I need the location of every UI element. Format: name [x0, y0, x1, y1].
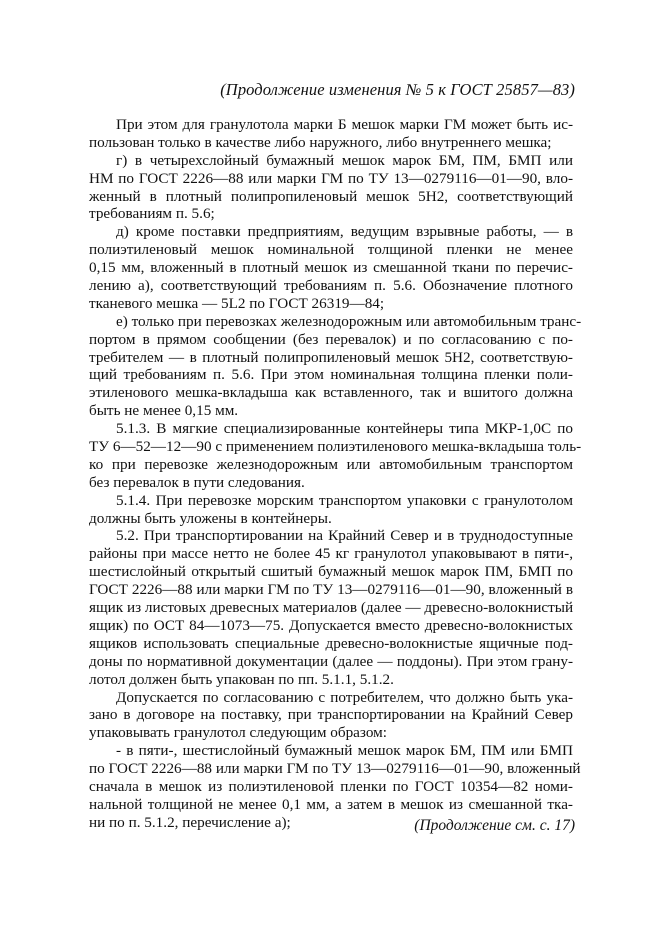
text-line: нальной толщиной не менее 0,1 мм, а затем в мешок из смешанной тка- — [89, 795, 573, 813]
text-line: 5.1.3. В мягкие специализированные контейнеры типа МКР-1,0С по — [116, 420, 573, 438]
text-line: ТУ 6—52—12—90 с применением полиэтиленового мешка-вкладыша толь- — [89, 438, 582, 456]
text-line: районы при массе нетто не более 45 кг гранулотол упаковывают в пяти-, — [89, 545, 573, 563]
text-line: шестислойный открытый сшитый бумажный мешок марок ПМ, БМП по — [89, 563, 573, 581]
text-line: женный в плотный полипропиленовый мешок 5Н2, соответствующий — [89, 187, 573, 205]
text-line: без перевалок в пути следования. — [89, 473, 305, 491]
text-line: зано в договоре на поставку, при транспортировании на Крайний Север — [89, 706, 573, 724]
text-line: д) кроме поставки предприятиям, ведущим взрывные работы, — в — [116, 223, 573, 241]
text-line: требителем — в плотный полипропиленовый мешок 5Н2, соответствую- — [89, 348, 573, 366]
text-line: - в пяти-, шестислойный бумажный мешок марок БМ, ПМ или БМП — [116, 742, 573, 760]
text-line: полиэтиленовый мешок номинальной толщиной пленки не менее — [89, 241, 573, 259]
text-line: тканевого мешка — 5L2 по ГОСТ 26319—84; — [89, 294, 385, 312]
text-line: упаковывать гранулотол следующим образом: — [89, 724, 387, 742]
text-line: ко при перевозке железнодорожным или автомобильным транспортом — [89, 455, 573, 473]
text-line: ящиков использовать специальные древесно-волокнистые ящичные под- — [89, 634, 573, 652]
text-line: г) в четырехслойный бумажный мешок марок БМ, ПМ, БМП или — [116, 151, 573, 169]
text-line: лению а), соответствующий требованиям п. 5.6. Обозначение плотного — [89, 277, 573, 295]
text-line: Допускается по согласованию с потребителем, что должно быть ука- — [116, 688, 573, 706]
text-line: должны быть уложены в контейнеры. — [89, 509, 332, 527]
text-line: е) только при перевозках железнодорожным или автомобильным транс- — [116, 312, 582, 330]
text-line: 5.2. При транспортировании на Крайний Север и в труднодоступные — [116, 527, 573, 545]
text-line: ни по п. 5.1.2, перечисление а); — [89, 813, 291, 831]
text-line: ГОСТ 2226—88 или марки ГМ по ТУ 13—0279116—01—90, вложенный в — [89, 581, 573, 599]
text-line: щий требованиям п. 5.6. При этом номинальная толщина пленки поли- — [89, 366, 573, 384]
text-line: доны по нормативной документации (далее — поддоны). При этом грану- — [89, 652, 573, 670]
text-line: требованиям п. 5.6; — [89, 205, 215, 223]
text-line: портом в прямом сообщении (без перевалок) и по согласованию с по- — [89, 330, 573, 348]
text-line: НМ по ГОСТ 2226—88 или марки ГМ по ТУ 13—0279116—01—90, вло- — [89, 169, 573, 187]
text-line: пользован только в качестве либо наружного, либо внутреннего мешка; — [89, 133, 552, 151]
continuation-footer: (Продолжение см. с. 17) — [414, 817, 575, 834]
text-line: лотол должен быть упакован по пп. 5.1.1, 5.1.2. — [89, 670, 394, 688]
text-line: 5.1.4. При перевозке морским транспортом упаковки с гранулотолом — [116, 491, 573, 509]
text-line: 0,15 мм, вложенный в плотный мешок из смешанной ткани по перечис- — [89, 259, 573, 277]
text-line: ящик) по ОСТ 84—1073—75. Допускается вместо древесно-волокнистых — [89, 616, 573, 634]
text-line: сначала в мешок из полиэтиленовой пленки по ГОСТ 10354—82 номи- — [89, 777, 573, 795]
document-body — [89, 116, 582, 832]
text-line: ящик из листовых древесных материалов (далее — древесно-волокнистый — [89, 599, 574, 617]
text-line: быть не менее 0,15 мм. — [89, 402, 239, 420]
text-line: этиленового мешка-вкладыша как вставленного, так и вшитого должна — [89, 384, 573, 402]
text-line: При этом для гранулотола марки Б мешок марки ГМ может быть ис- — [116, 116, 573, 133]
text-line: по ГОСТ 2226—88 или марки ГМ по ТУ 13—0279116—01—90, вложенный — [89, 760, 581, 778]
continuation-header: (Продолжение изменения № 5 к ГОСТ 25857—83) — [220, 80, 575, 99]
